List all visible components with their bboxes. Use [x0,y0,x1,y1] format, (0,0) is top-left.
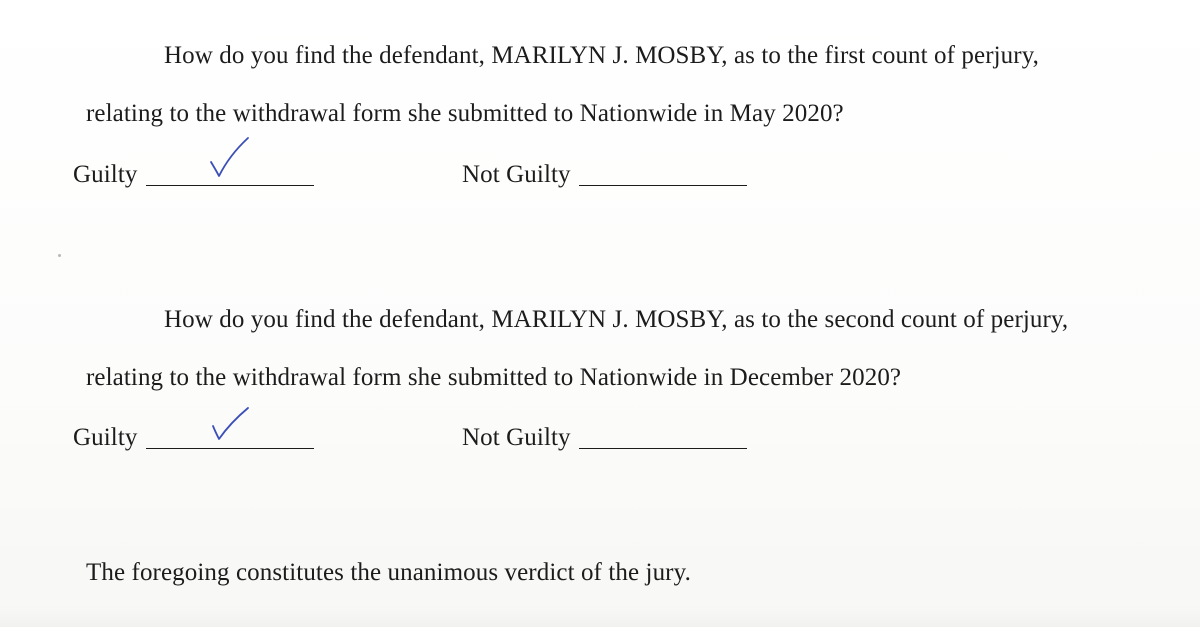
question-2-not-guilty-label: Not Guilty [462,424,571,451]
verdict-statement: The foregoing constitutes the unanimous verdict of the jury. [86,559,691,586]
page-bottom-edge [0,608,1200,627]
question-1-guilty-label: Guilty [73,161,138,188]
question-2-line-1: How do you find the defendant, MARILYN J. MOSBY, as to the second count of perjury, [164,306,1069,333]
question-2-not-guilty-blank[interactable] [579,448,747,449]
question-2-guilty-label: Guilty [73,424,138,451]
scan-speck [58,254,61,257]
question-1-not-guilty-blank[interactable] [579,185,747,186]
question-1-guilty-blank[interactable] [146,185,314,186]
question-2-guilty-blank[interactable] [146,448,314,449]
check-mark-icon [210,404,254,448]
question-2-line-2: relating to the withdrawal form she submitted to Nationwide in December 2020? [86,364,902,391]
question-1-not-guilty-label: Not Guilty [462,161,571,188]
question-1-line-2: relating to the withdrawal form she submitted to Nationwide in May 2020? [86,100,844,127]
question-1-line-1: How do you find the defendant, MARILYN J. MOSBY, as to the first count of perjury, [164,42,1040,69]
check-mark-icon [208,136,252,180]
